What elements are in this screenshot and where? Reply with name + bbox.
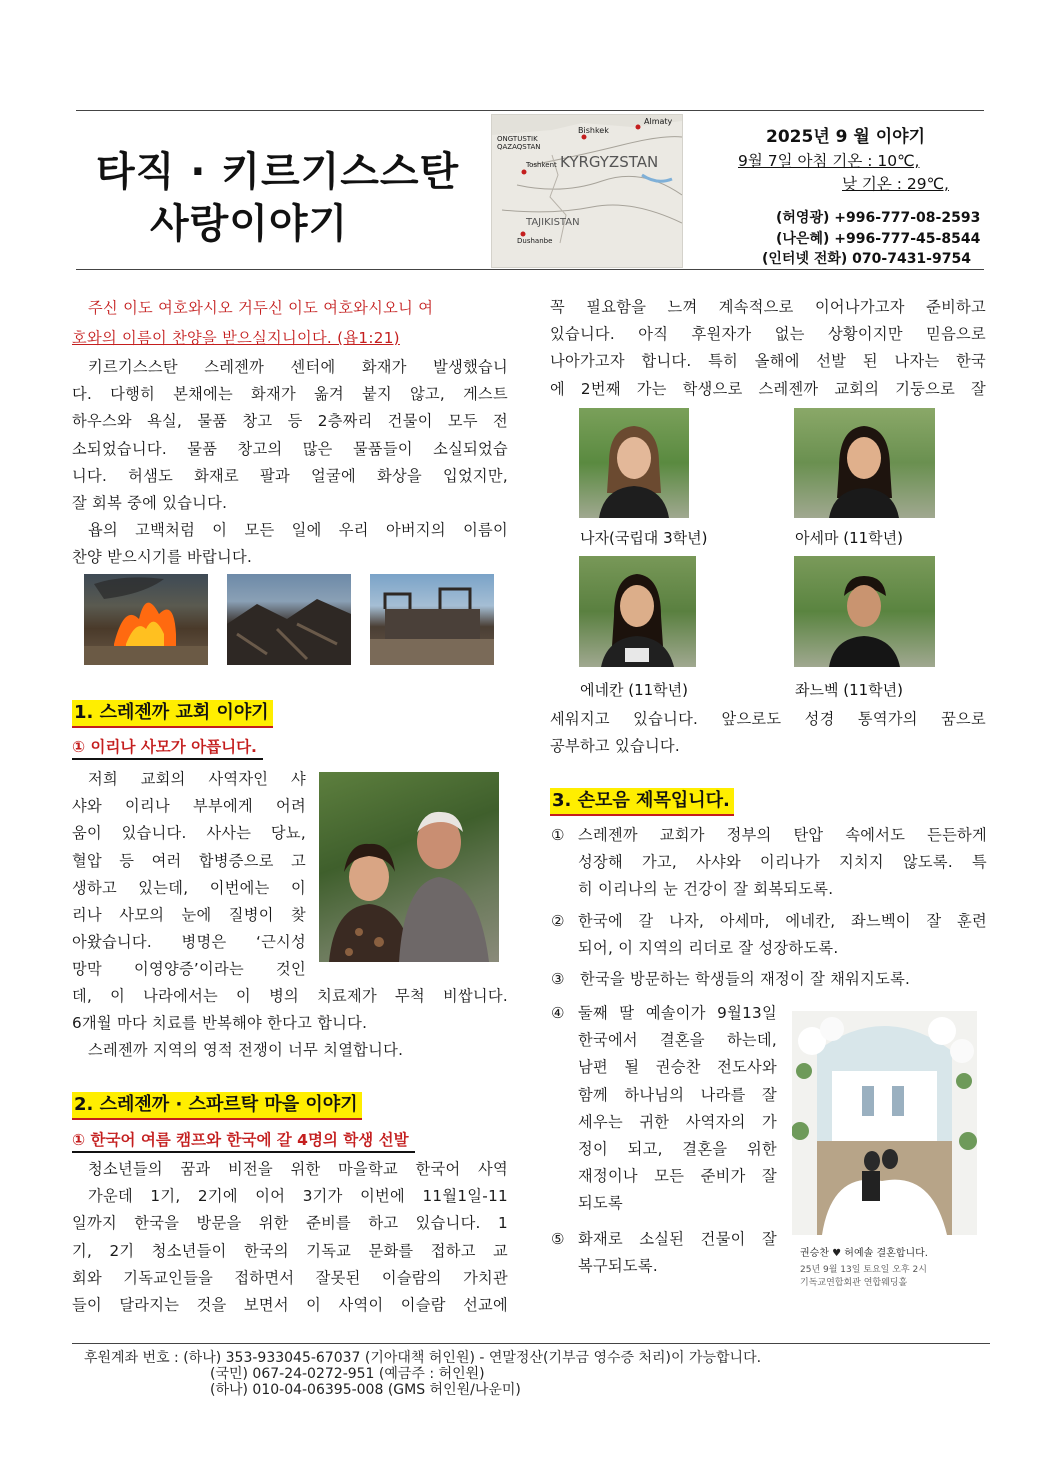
weather-morning: 9월 7일 아침 기온 : 10℃, (738, 152, 920, 170)
contact-3-phone: 070-7431-9754 (852, 251, 971, 267)
map-label-kyrgyzstan: KYRGYZSTAN (560, 153, 659, 171)
region-map (491, 114, 683, 268)
prayer-line: 함께 하나님의 나라를 잘 (578, 1085, 777, 1104)
contact-3 (762, 248, 971, 268)
contact-1-phone: +996-777-08-2593 (834, 210, 981, 226)
intro-line: 니다. 허샘도 화재로 팔과 얼굴에 화상을 입었지만, (72, 466, 508, 485)
intro-line: 욥의 고백처럼 이 모든 일에 우리 아버지의 이름이 (88, 521, 508, 540)
wedding-photo (792, 1011, 977, 1235)
intro-line: 키르기스스탄 스레젠까 센터에 화재가 발생했습니 (88, 358, 508, 376)
student-photo-naja (579, 408, 689, 518)
s1-full-line: 6개월 마다 치료를 반복해야 한다고 합니다. (72, 1014, 368, 1033)
map-label-bishkek: Bishkek (578, 126, 609, 135)
right-col-text-after (550, 706, 986, 760)
prayer-line: 스레젠까 교회가 정부의 탄압 속에서도 든든하게 (578, 826, 987, 844)
intro-paragraph (72, 354, 508, 572)
s1-line: 샤와 이리나 부부에게 어려 (72, 797, 306, 816)
s1-line: 망막 이영양증’이라는 것인 (72, 960, 306, 979)
intro-line: 소되었습니다. 물품 창고의 많은 물품들이 소실되었습 (72, 439, 508, 458)
contact-3-name: (인터넷 전화) (762, 251, 848, 267)
s2-line: 들이 달라지는 것을 보면서 이 사역이 이슬람 선교에 (72, 1296, 508, 1315)
student-photo-asema (794, 408, 935, 518)
prayer-line: 한국에서 결혼을 하는데, (578, 1031, 777, 1050)
wedding-caption-date: 25년 9월 13일 토요일 오후 2시 (800, 1265, 927, 1275)
contact-1 (776, 207, 980, 227)
header-top-rule (76, 110, 984, 111)
prayer-item-4-number: ④ (551, 1004, 565, 1022)
map-label-ongtustik: ONGTUSTIK (497, 135, 538, 143)
map-label-almaty: Almaty (644, 117, 673, 126)
rc-line: 있습니다. 아직 후원자가 없는 상황이지만 믿음으로 (550, 325, 986, 344)
section-2-text (72, 1156, 508, 1319)
s2-line: 기, 2기 청소년들이 한국의 기독교 문화를 접하고 교 (72, 1241, 509, 1260)
rc-line: 꼭 필요함을 느껴 계속적으로 이어나가고자 준비하고 (550, 298, 986, 316)
s2-line: 가운데 1기, 2기에 이어 3기가 이번에 11월1일-11 (88, 1187, 508, 1206)
right-col-text-top (550, 294, 986, 403)
intro-line: 잘 회복 중에 있습니다. (72, 494, 228, 513)
map-label-tajikistan: TAJIKISTAN (526, 217, 580, 228)
s1-line: 움이 있습니다. 사사는 당뇨, (72, 824, 306, 843)
map-label-tashkent: Toshkent (526, 161, 557, 169)
newsletter-title-line1: 타직 · 키르기스스탄 (96, 149, 460, 195)
s2-line: 회와 기독교인들을 접하면서 잘못된 이슬람의 가치관 (72, 1268, 508, 1287)
header-bottom-rule (76, 269, 984, 270)
prayer-item-3 (580, 966, 989, 993)
prayer-line: 남편 될 권승찬 전도사와 (578, 1058, 777, 1077)
rc-line: 에 2번째 가는 학생으로 스레젠까 교회의 기둥으로 잘 (550, 379, 986, 398)
student-caption-naja: 나자(국립대 3학년) (580, 529, 708, 547)
s2-line: 청소년들의 꿈과 비전을 위한 마을학교 한국어 사역 (88, 1160, 508, 1178)
s1-line: 생하고 있는데, 이번에는 이 (72, 878, 306, 897)
s1-line: 리나 사모의 눈에 질병이 찾 (72, 906, 306, 925)
wedding-caption-venue: 기독교연합회관 연합웨딩홀 (800, 1278, 908, 1288)
prayer-line: 되도록 (578, 1194, 623, 1213)
prayer-item-2 (578, 908, 987, 962)
map-label-dushanbe: Dushanbe (517, 237, 553, 245)
student-caption-enekan: 에네칸 (11학년) (580, 681, 689, 699)
student-photo-enekan (579, 556, 696, 667)
s1-line: 아왔습니다. 병명은 ‘근시성 (72, 933, 306, 952)
section-2-heading: 2. 스레젠까 · 스파르탁 마을 이야기 (72, 1092, 362, 1120)
prayer-item-5-number: ⑤ (551, 1230, 565, 1248)
footer-rule (72, 1343, 990, 1344)
student-photo-janybek (794, 556, 935, 667)
prayer-item-1 (578, 822, 987, 904)
couple-photo (319, 772, 499, 962)
section-2-subheading: ① 한국어 여름 캠프와 한국에 갈 4명의 학생 선발 (72, 1129, 415, 1153)
s1-full-line: 스레젠까 지역의 영적 전쟁이 너무 치열합니다. (88, 1041, 404, 1060)
prayer-item-2-number: ② (551, 912, 565, 930)
contact-2-phone: +996-777-45-8544 (834, 231, 981, 247)
section-3-heading: 3. 손모음 제목입니다. (550, 788, 734, 816)
rc-after-line: 공부하고 있습니다. (550, 737, 681, 756)
wedding-caption-line1: 권승찬 ♥ 허예솔 결혼합니다. (800, 1248, 928, 1259)
section-1-full-text (72, 983, 508, 1065)
prayer-line: 성장해 가고, 사샤와 이리나가 지치지 않도록. 특 (578, 853, 987, 872)
prayer-line: 히 이리나의 눈 건강이 잘 회복되도록. (578, 880, 834, 899)
issue-label: 2025년 9 월 이야기 (766, 127, 926, 147)
section-1-subheading: ① 이리나 사모가 아픕니다. (72, 736, 263, 760)
fire-photo-ruins (227, 574, 351, 665)
bible-verse-line1: 주신 이도 여호와시오 거두신 이도 여호와시오니 여 (88, 299, 434, 317)
footer-account-3: (하나) 010-04-06395-008 (GMS 허인원/나운미) (210, 1382, 521, 1398)
prayer-line: 세우는 귀한 사역자의 가 (578, 1112, 777, 1131)
bible-verse-line2: 호와의 이름이 찬양을 받으실지니이다. (욥1:21) (72, 329, 400, 347)
student-caption-janybek: 좌느벡 (11학년) (795, 681, 904, 699)
rc-after-line: 세워지고 있습니다. 앞으로도 성경 통역가의 꿈으로 (550, 710, 986, 728)
prayer-line: 한국을 방문하는 학생들의 재정이 잘 채워지도록. (580, 970, 911, 988)
student-caption-asema: 아세마 (11학년) (795, 529, 904, 547)
intro-line: 하우스와 욕실, 물품 창고 등 2층짜리 건물이 모두 전 (72, 412, 508, 431)
prayer-line: 복구되도록. (578, 1257, 658, 1276)
wedding-caption-title (800, 1244, 928, 1259)
prayer-line: 되어, 이 지역의 리더로 잘 성장하도록. (578, 939, 839, 958)
contact-2 (776, 228, 980, 248)
fire-photo-aftermath (370, 574, 494, 665)
footer-account-2: (국민) 067-24-0272-951 (예금주 : 허인원) (210, 1366, 485, 1382)
s1-line: 저희 교회의 사역자인 샤 (88, 770, 306, 788)
prayer-line: 한국에 갈 나자, 아세마, 에네칸, 좌느벡이 잘 훈련 (578, 912, 987, 930)
prayer-line: 재정이나 모든 준비가 잘 (578, 1167, 777, 1186)
prayer-item-5 (578, 1226, 777, 1280)
rc-line: 나아가고자 합니다. 특히 올해에 선발 된 나자는 한국 (550, 352, 986, 371)
map-label-qazaqstan: QAZAQSTAN (497, 143, 541, 151)
s1-line: 혈압 등 여러 합병증으로 고 (72, 851, 306, 870)
prayer-item-3-number: ③ (551, 970, 565, 988)
prayer-item-4 (578, 1000, 777, 1218)
contact-1-name: (허영광) (776, 210, 830, 226)
section-1-heading: 1. 스레젠까 교회 이야기 (72, 700, 273, 728)
prayer-line: 화재로 소실된 건물이 잘 (578, 1230, 777, 1248)
prayer-line: 둘째 딸 예솔이가 9월13일 (578, 1004, 777, 1022)
weather-day: 낮 기온 : 29℃, (842, 175, 949, 193)
s1-full-line: 데, 이 나라에서는 이 병의 치료제가 무척 비쌉니다. (72, 987, 508, 1005)
fire-photo-burning (84, 574, 208, 665)
intro-line: 찬양 받으시기를 바랍니다. (72, 548, 253, 567)
prayer-item-1-number: ① (551, 826, 565, 844)
intro-line: 다. 다행히 본채에는 화재가 옮겨 붙지 않고, 게스트 (72, 385, 508, 404)
section-1-wrapped-text (72, 766, 306, 984)
prayer-line: 정이 되고, 결혼을 위한 (578, 1140, 777, 1159)
contact-2-name: (나은혜) (776, 231, 830, 247)
s2-line: 일까지 한국을 방문을 위한 준비를 하고 있습니다. 1 (72, 1214, 508, 1233)
newsletter-title-line2: 사랑이야기 (150, 201, 349, 247)
footer-account-1: 후원계좌 번호 : (하나) 353-933045-67037 (기아대책 허인원) - 연말정산(기부금 영수증 처리)이 가능합니다. (84, 1350, 762, 1366)
